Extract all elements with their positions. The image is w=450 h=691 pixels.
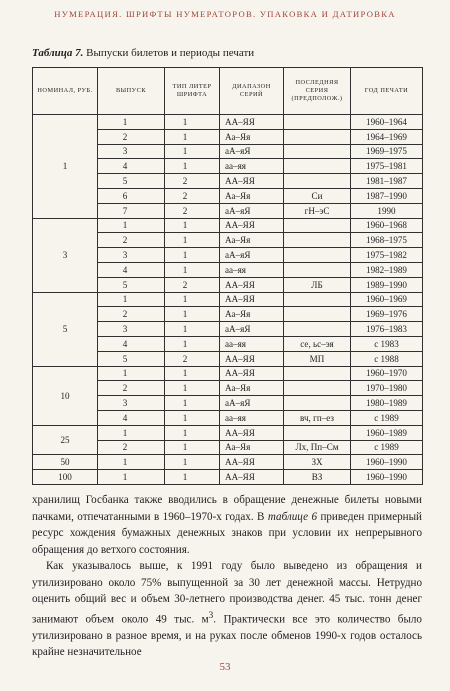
series-range-cell: АА–ЯЯ (220, 470, 284, 485)
release-cell: 6 (98, 188, 165, 203)
body-text (32, 492, 422, 661)
print-year-cell: 1982–1989 (351, 262, 423, 277)
header-print-year: ГОД ПЕЧАТИ (351, 68, 423, 115)
font-type-cell: 1 (165, 396, 220, 411)
print-year-cell: 1987–1990 (351, 188, 423, 203)
release-cell: 3 (98, 248, 165, 263)
print-year-cell: 1981–1987 (351, 174, 423, 189)
table-body (33, 115, 423, 485)
last-series-cell: гН–эС (284, 203, 351, 218)
last-series-cell (284, 218, 351, 233)
last-series-cell: МП (284, 351, 351, 366)
print-year-cell: 1990 (351, 203, 423, 218)
release-cell: 1 (98, 425, 165, 440)
print-year-cell: 1960–1970 (351, 366, 423, 381)
denomination-cell: 3 (33, 218, 98, 292)
font-type-cell: 1 (165, 455, 220, 470)
font-type-cell: 1 (165, 440, 220, 455)
last-series-cell (284, 425, 351, 440)
series-range-cell: аА–яЯ (220, 248, 284, 263)
last-series-cell: ЗХ (284, 455, 351, 470)
last-series-cell: ЛБ (284, 277, 351, 292)
series-range-cell: АА–ЯЯ (220, 277, 284, 292)
table-row (33, 292, 423, 307)
page-number: 53 (219, 661, 231, 673)
last-series-cell (284, 322, 351, 337)
series-range-cell: АА–ЯЯ (220, 115, 284, 130)
table-reference: таблице 6 (267, 510, 318, 523)
print-year-cell: 1969–1975 (351, 144, 423, 159)
header-font-type: ТИП ЛИТЕР ШРИФТА (165, 68, 220, 115)
print-year-cell: с 1983 (351, 336, 423, 351)
print-year-cell: 1960–1990 (351, 470, 423, 485)
series-range-cell: АА–ЯЯ (220, 174, 284, 189)
header-series-range: ДИАПАЗОН СЕРИЙ (220, 68, 284, 115)
denomination-cell: 100 (33, 470, 98, 485)
body-paragraph-2-text: Как указывалось выше, к 1991 году было выведено из обращения и утилизировано около 75% выпущенной за 30 лет денежной массы. Нетрудно оценить общий вес и объем 30-летнего производства денег. 45 тыс. тонн денег занимают объем около 49 тыс. м (32, 560, 422, 626)
release-cell: 2 (98, 440, 165, 455)
last-series-cell: вч, гп–ез (284, 410, 351, 425)
series-range-cell: аА–яЯ (220, 203, 284, 218)
series-range-cell: Аа–Яя (220, 129, 284, 144)
font-type-cell: 2 (165, 203, 220, 218)
release-cell: 1 (98, 366, 165, 381)
font-type-cell: 1 (165, 159, 220, 174)
print-year-cell: 1970–1980 (351, 381, 423, 396)
release-cell: 5 (98, 277, 165, 292)
series-range-cell: Аа–Яя (220, 381, 284, 396)
series-range-cell: АА–ЯЯ (220, 425, 284, 440)
last-series-cell: Лх, Пп–См (284, 440, 351, 455)
table-row (33, 218, 423, 233)
body-paragraph (32, 492, 422, 558)
font-type-cell: 1 (165, 322, 220, 337)
table-row (33, 366, 423, 381)
font-type-cell: 1 (165, 233, 220, 248)
denomination-cell: 10 (33, 366, 98, 425)
print-year-cell: 1960–1964 (351, 115, 423, 130)
denomination-cell: 50 (33, 455, 98, 470)
release-cell: 1 (98, 115, 165, 130)
font-type-cell: 1 (165, 366, 220, 381)
last-series-cell (284, 159, 351, 174)
release-cell: 4 (98, 159, 165, 174)
release-cell: 2 (98, 307, 165, 322)
font-type-cell: 1 (165, 307, 220, 322)
release-cell: 5 (98, 174, 165, 189)
last-series-cell: се, ьс–эя (284, 336, 351, 351)
print-year-cell: 1975–1981 (351, 159, 423, 174)
last-series-cell (284, 174, 351, 189)
font-type-cell: 2 (165, 188, 220, 203)
series-range-cell: аА–яЯ (220, 322, 284, 337)
font-type-cell: 1 (165, 248, 220, 263)
release-cell: 1 (98, 292, 165, 307)
last-series-cell (284, 262, 351, 277)
release-cell: 5 (98, 351, 165, 366)
font-type-cell: 1 (165, 144, 220, 159)
series-range-cell: аа–яя (220, 262, 284, 277)
print-year-cell: 1976–1983 (351, 322, 423, 337)
table-row (33, 425, 423, 440)
print-year-cell: 1960–1989 (351, 425, 423, 440)
series-range-cell: аА–яЯ (220, 144, 284, 159)
table-caption-title: Выпуски билетов и периоды печати (86, 47, 255, 59)
table-row (33, 470, 423, 485)
table-header-row (33, 68, 423, 115)
last-series-cell (284, 307, 351, 322)
font-type-cell: 1 (165, 336, 220, 351)
body-paragraph-2-rest: . Практически все это количество было утилизировано в разное время, и на руках после обменов 1990-х годов осталось крайне незначительное (32, 613, 422, 659)
series-range-cell: Аа–Яя (220, 233, 284, 248)
body-paragraph-1-text: хранилищ Госбанка также вводились в обращение денежные билеты новыми пачками, отпечатанными в 1960–1970-х годах. В (32, 494, 422, 523)
release-cell: 2 (98, 381, 165, 396)
table-caption (32, 47, 254, 59)
print-year-cell: 1968–1975 (351, 233, 423, 248)
print-year-cell: 1989–1990 (351, 277, 423, 292)
running-head: НУМЕРАЦИЯ. ШРИФТЫ НУМЕРАТОРОВ. УПАКОВКА И ДАТИРОВКА (54, 9, 396, 19)
series-range-cell: АА–ЯЯ (220, 366, 284, 381)
print-year-cell: с 1989 (351, 410, 423, 425)
denomination-cell: 5 (33, 292, 98, 366)
release-cell: 7 (98, 203, 165, 218)
last-series-cell (284, 144, 351, 159)
last-series-cell (284, 129, 351, 144)
font-type-cell: 1 (165, 262, 220, 277)
font-type-cell: 2 (165, 351, 220, 366)
last-series-cell (284, 366, 351, 381)
print-year-cell: 1975–1982 (351, 248, 423, 263)
font-type-cell: 2 (165, 277, 220, 292)
release-cell: 1 (98, 218, 165, 233)
release-cell: 4 (98, 410, 165, 425)
last-series-cell (284, 396, 351, 411)
body-paragraph (32, 558, 422, 661)
table-row (33, 115, 423, 130)
series-range-cell: аа–яя (220, 159, 284, 174)
release-cell: 3 (98, 322, 165, 337)
series-range-cell: АА–ЯЯ (220, 218, 284, 233)
series-range-cell: АА–ЯЯ (220, 455, 284, 470)
print-year-cell: 1969–1976 (351, 307, 423, 322)
release-cell: 3 (98, 396, 165, 411)
series-range-cell: Аа–Яя (220, 307, 284, 322)
release-table (32, 67, 423, 485)
last-series-cell (284, 248, 351, 263)
font-type-cell: 1 (165, 470, 220, 485)
print-year-cell: 1960–1990 (351, 455, 423, 470)
series-range-cell: аа–яя (220, 410, 284, 425)
release-cell: 1 (98, 470, 165, 485)
series-range-cell: аа–яя (220, 336, 284, 351)
release-cell: 2 (98, 233, 165, 248)
last-series-cell: ВЗ (284, 470, 351, 485)
last-series-cell (284, 381, 351, 396)
print-year-cell: 1980–1989 (351, 396, 423, 411)
table-caption-label: Таблица 7. (32, 47, 84, 59)
font-type-cell: 1 (165, 218, 220, 233)
font-type-cell: 1 (165, 129, 220, 144)
print-year-cell: 1960–1968 (351, 218, 423, 233)
table-row (33, 455, 423, 470)
series-range-cell: Аа–Яя (220, 440, 284, 455)
last-series-cell (284, 292, 351, 307)
denomination-cell: 25 (33, 425, 98, 455)
font-type-cell: 1 (165, 410, 220, 425)
series-range-cell: АА–ЯЯ (220, 351, 284, 366)
release-cell: 4 (98, 262, 165, 277)
body-paragraph-1-rest: приведен примерный ресурс хождения бумажных денежных знаков при условии их непрерывного обращения до ветхого состояния. (32, 510, 422, 556)
last-series-cell: Си (284, 188, 351, 203)
font-type-cell: 2 (165, 174, 220, 189)
superscript: 3 (208, 610, 214, 621)
print-year-cell: 1964–1969 (351, 129, 423, 144)
font-type-cell: 1 (165, 381, 220, 396)
font-type-cell: 1 (165, 425, 220, 440)
font-type-cell: 1 (165, 115, 220, 130)
series-range-cell: Аа–Яя (220, 188, 284, 203)
header-release: ВЫПУСК (98, 68, 165, 115)
last-series-cell (284, 233, 351, 248)
header-denomination: НОМИНАЛ, РУБ. (33, 68, 98, 115)
series-range-cell: АА–ЯЯ (220, 292, 284, 307)
last-series-cell (284, 115, 351, 130)
release-cell: 2 (98, 129, 165, 144)
denomination-cell: 1 (33, 115, 98, 219)
print-year-cell: с 1988 (351, 351, 423, 366)
print-year-cell: с 1989 (351, 440, 423, 455)
release-cell: 1 (98, 455, 165, 470)
release-cell: 4 (98, 336, 165, 351)
header-last-series: ПОСЛЕДНЯЯ СЕРИЯ (ПРЕДПОЛОЖ.) (284, 68, 351, 115)
series-range-cell: аА–яЯ (220, 396, 284, 411)
font-type-cell: 1 (165, 292, 220, 307)
print-year-cell: 1960–1969 (351, 292, 423, 307)
release-cell: 3 (98, 144, 165, 159)
